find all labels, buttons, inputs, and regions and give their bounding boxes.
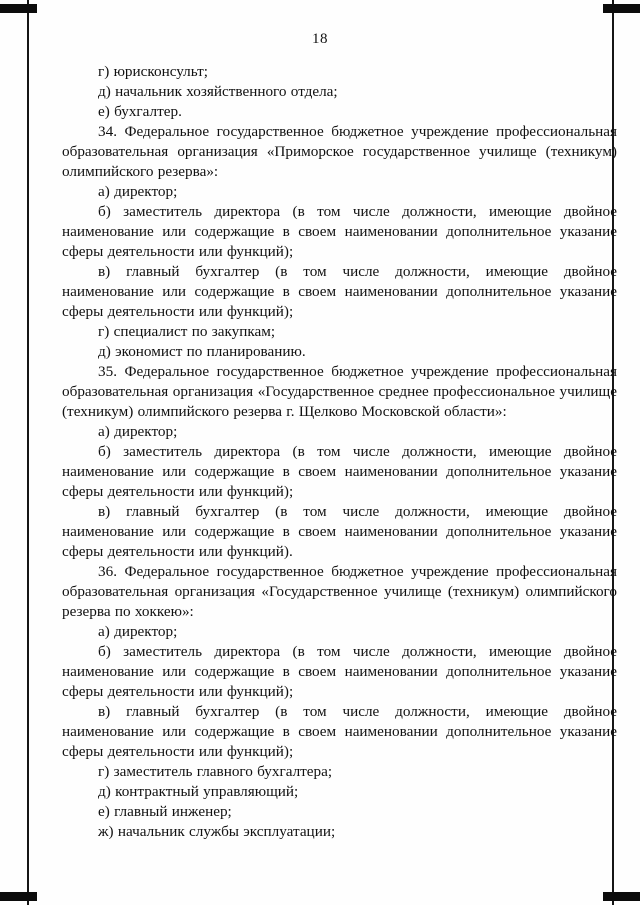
paragraph: б) заместитель директора (в том числе должности, имеющие двойное наименование или содержащие в своем наименовании дополнительное указание сферы деятельности или функций); [62, 203, 617, 260]
paragraph: 36. Федеральное государственное бюджетное учреждение профессиональная образовательная организация «Государственное училище (техникум) олимпийского резерва по хоккею»: [62, 563, 617, 620]
scan-mark-top-right [603, 4, 640, 13]
scan-mark-bottom-right [603, 892, 640, 901]
paragraph: а) директор; [98, 423, 178, 440]
paragraph: 35. Федеральное государственное бюджетное учреждение профессиональная образовательная организация «Государственное среднее профессиональное училище (техникум) олимпийского резерва г. Щелково Московской области»: [62, 363, 617, 420]
paragraph: ж) начальник службы эксплуатации; [98, 823, 336, 840]
paragraph: д) контрактный управляющий; [98, 783, 299, 800]
document-body [62, 62, 617, 842]
paragraph: б) заместитель директора (в том числе должности, имеющие двойное наименование или содержащие в своем наименовании дополнительное указание сферы деятельности или функций); [62, 643, 617, 700]
paragraph: г) юрисконсульт; [98, 63, 208, 80]
paragraph: а) директор; [98, 623, 178, 640]
scan-mark-top-left [0, 4, 37, 13]
paragraph: в) главный бухгалтер (в том числе должности, имеющие двойное наименование или содержащие в своем наименовании дополнительное указание сферы деятельности или функций); [62, 703, 617, 760]
paragraph: г) специалист по закупкам; [98, 323, 276, 340]
paragraph: д) начальник хозяйственного отдела; [98, 83, 338, 100]
paragraph: в) главный бухгалтер (в том числе должности, имеющие двойное наименование или содержащие в своем наименовании дополнительное указание сферы деятельности или функций). [62, 503, 617, 560]
scan-edge-left [27, 0, 29, 905]
paragraph: д) экономист по планированию. [98, 343, 306, 360]
page-number: 18 [312, 31, 328, 47]
paragraph: б) заместитель директора (в том числе должности, имеющие двойное наименование или содержащие в своем наименовании дополнительное указание сферы деятельности или функций); [62, 443, 617, 500]
paragraph: 34. Федеральное государственное бюджетное учреждение профессиональная образовательная организация «Приморское государственное училище (техникум) олимпийского резерва»: [62, 123, 617, 180]
paragraph: а) директор; [98, 183, 178, 200]
paragraph: е) бухгалтер. [98, 103, 182, 120]
paragraph: в) главный бухгалтер (в том числе должности, имеющие двойное наименование или содержащие в своем наименовании дополнительное указание сферы деятельности или функций); [62, 263, 617, 320]
scan-mark-bottom-left [0, 892, 37, 901]
paragraph: г) заместитель главного бухгалтера; [98, 763, 333, 780]
paragraph: е) главный инженер; [98, 803, 232, 820]
